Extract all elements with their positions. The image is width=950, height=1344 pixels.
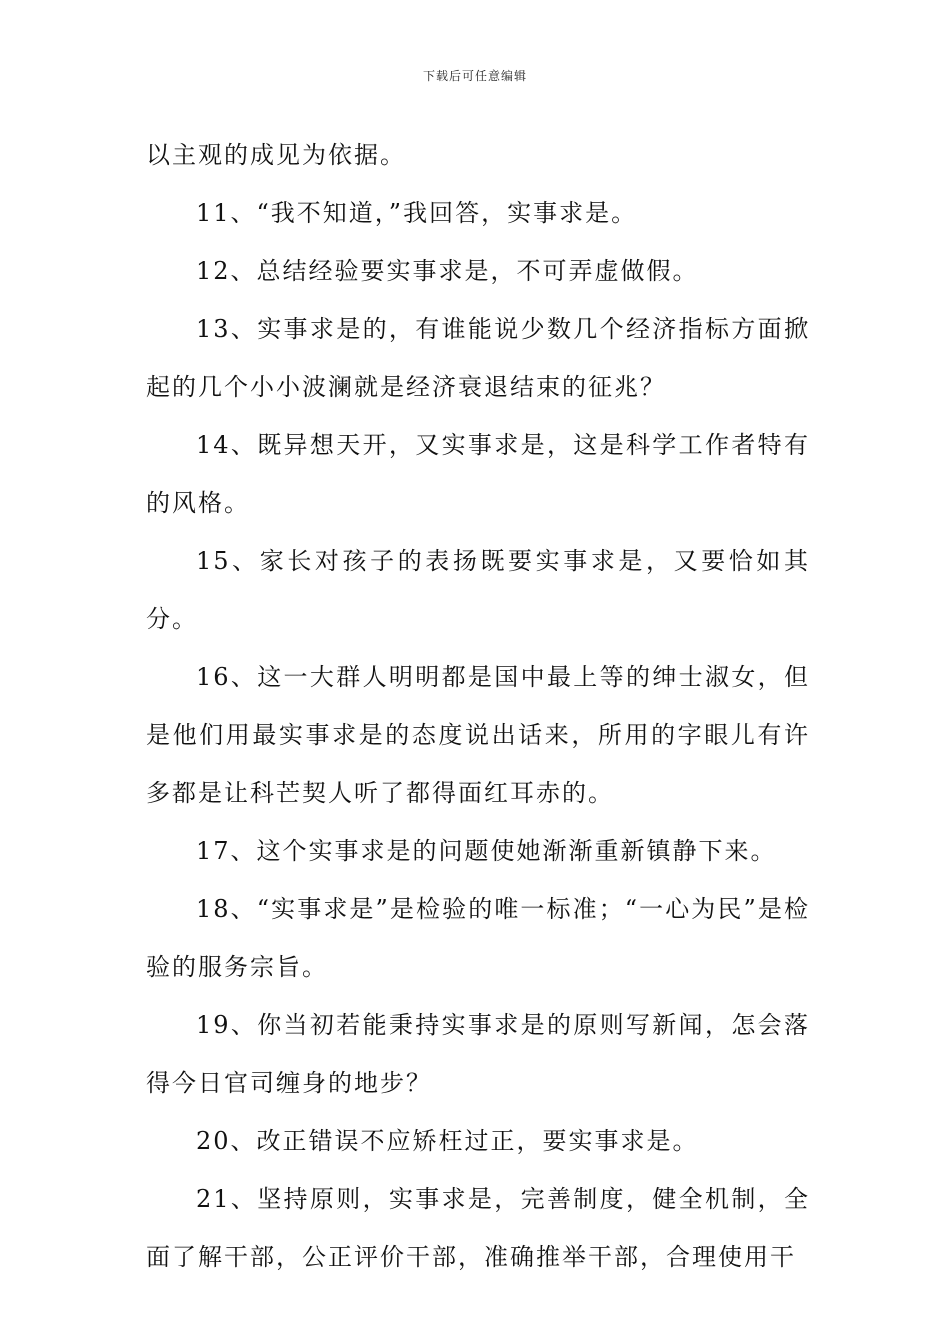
paragraph-continued: 以主观的成见为依据。 xyxy=(146,141,406,169)
paragraph-11: 11、“我不知道，”我回答，实事求是。 xyxy=(196,199,638,227)
paragraph-20: 20、改正错误不应矫枉过正，要实事求是。 xyxy=(196,1127,699,1155)
paragraph-13: 13、实事求是的，有谁能说少数几个经济指标方面掀起的几个小小波澜就是经济衰退结束的征兆？ xyxy=(146,315,810,401)
paragraph-15: 15、家长对孩子的表扬既要实事求是，又要恰如其分。 xyxy=(146,547,810,633)
paragraph-12: 12、总结经验要实事求是，不可弄虚做假。 xyxy=(196,257,699,285)
paragraph-14: 14、既异想天开，又实事求是，这是科学工作者特有的风格。 xyxy=(146,431,810,517)
page-header: 下载后可任意编辑 xyxy=(422,69,527,83)
paragraph-16: 16、这一大群人明明都是国中最上等的绅士淑女，但是他们用最实事求是的态度说出话来，所用的字眼儿有许多都是让科芒契人听了都得面红耳赤的。 xyxy=(146,663,810,807)
document-body xyxy=(146,126,810,1286)
paragraph-21: 21、坚持原则，实事求是，完善制度，健全机制，全面了解干部，公正评价干部，准确推举干部，合理使用干 xyxy=(146,1185,810,1271)
paragraph-19: 19、你当初若能秉持实事求是的原则写新闻，怎会落得今日官司缠身的地步？ xyxy=(146,1011,810,1097)
paragraph-18: 18、“实事求是”是检验的唯一标准；“一心为民”是检验的服务宗旨。 xyxy=(146,895,810,981)
paragraph-17: 17、这个实事求是的问题使她渐渐重新镇静下来。 xyxy=(196,837,777,865)
